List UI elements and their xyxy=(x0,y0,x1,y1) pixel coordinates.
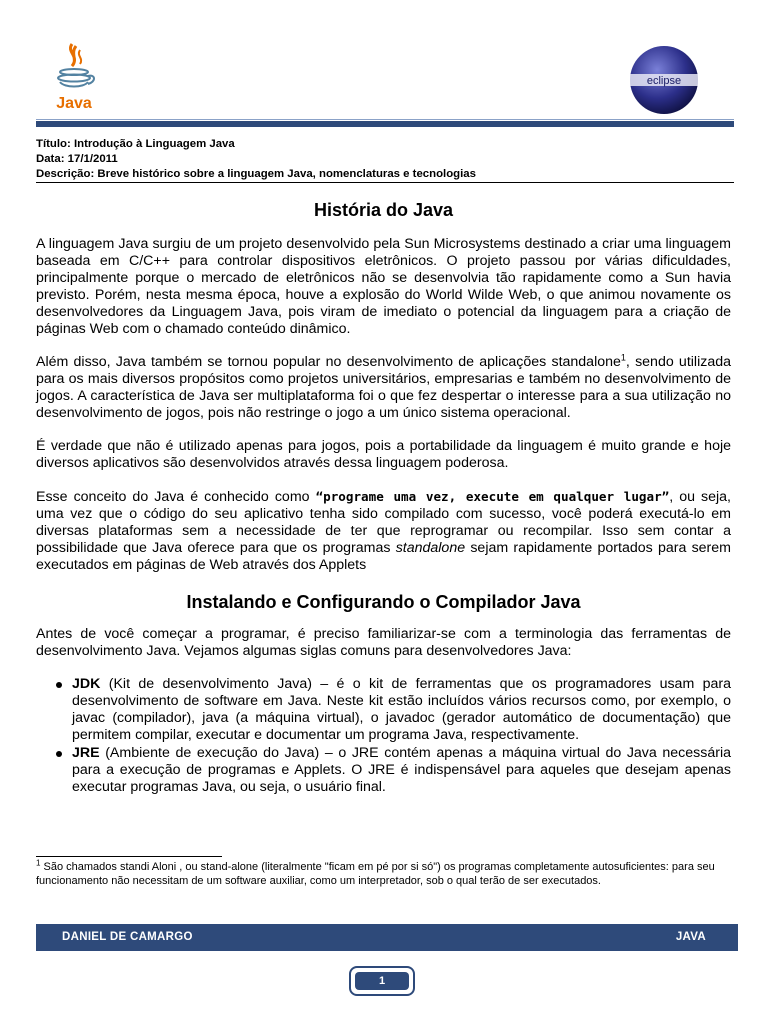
paragraph-3: É verdade que não é utilizado apenas para jogos, pois a portabilidade da linguagem é muito grande e hoje diversos aplicativos são desenvolvidos através dessa linguagem poderosa. xyxy=(36,438,731,471)
section-title-install: Instalando e Configurando o Compilador Java xyxy=(186,592,581,612)
footnote xyxy=(36,860,726,888)
slogan-quote: “programe uma vez, execute em qualquer lugar” xyxy=(315,489,670,504)
footer-author: DANIEL DE CAMARGO xyxy=(62,931,193,943)
page-number: 1 xyxy=(355,972,409,990)
java-logo xyxy=(36,38,112,114)
section-title-history: História do Java xyxy=(313,200,454,220)
footnote-text: São chamados standi Aloni , ou stand-alone (literalmente "ficam em pé por si só") os programas completamente autosuficientes: para seu funcionamento não necessitam de um software auxiliar, como um interpretador, sob o qual terão de ser executados. xyxy=(36,861,715,887)
paragraph-4 xyxy=(36,488,731,574)
meta-date: Data: 17/1/2011 xyxy=(36,153,118,165)
footer-bar xyxy=(36,924,738,951)
paragraph-4-end: sejam rapidamente portados para serem executados em páginas de Web através dos Applets xyxy=(36,540,731,573)
meta-divider xyxy=(36,182,734,183)
list-text: (Kit de desenvolvimento Java) – é o kit de ferramentas que os programadores usam para desenvolvimento de software em Java. Neste kit estão incluídos vários recursos como, por exemplo, o javac (compilador), java (a máquina virtual), o javadoc (gerador automático de documentação) que permitem compilar, executar e documentar um programa Java, respectivamente. xyxy=(72,676,731,743)
java-logo-text: Java xyxy=(56,95,92,112)
paragraph-2-start: Além disso, Java também se tornou popular no desenvolvimento de aplicações standalone xyxy=(36,354,621,370)
paragraph-1: A linguagem Java surgiu de um projeto desenvolvido pela Sun Microsystems destinado a criar uma linguagem baseada em C/C++ para controlar dispositivos eletrônicos. O projeto passou por várias dificuldades, principalmente porque o mercado de eletrônicos não se desenvolvia tão rapidamente como a Sun havia previsto. Porém, nesta mesma época, houve a explosão do World Wilde Web, o que animou novamente os desenvolvedores da Linguagem Java, pois viram de imediato o potencial da linguagem para a criação de páginas Web com o chamado conteúdo dinâmico. xyxy=(36,236,731,337)
page-number-box xyxy=(349,966,415,996)
footer-subject: JAVA xyxy=(675,931,706,943)
paragraph-2-end: , sendo utilizada para os mais diversos propósitos como projetos universitários, empresarias e também no desenvolvimento de jogos. A característica de Java ser multiplataforma foi o que fez despertar o interesse para a sua utilização no desenvolvimento de jogos, pois não restringe o jogo a um único sistema operacional. xyxy=(36,354,731,421)
bullet-icon xyxy=(56,682,62,688)
header-rule-thin xyxy=(36,119,734,120)
eclipse-logo-text: eclipse xyxy=(646,75,682,87)
paragraph-4-mid: , ou seja, uma vez que o código do seu aplicativo tenha sido compilado com sucesso, você poderá executá-lo em diversas plataformas sem a necessidade de ter que reprogramar ou recompilar. Isso sem contar a possibilidade que Java oferece para que os programas xyxy=(36,489,731,556)
list-item-jdk xyxy=(36,676,731,744)
footnote-mark: 1 xyxy=(36,858,41,868)
bullet-icon xyxy=(56,751,62,757)
paragraph-4-start: Esse conceito do Java é conhecido como xyxy=(36,489,316,505)
paragraph-install-intro: Antes de você começar a programar, é preciso familiarizar-se com a terminologia das ferramentas de desenvolvimento Java. Vejamos algumas siglas comuns para desenvolvedores Java: xyxy=(36,626,731,659)
list-term: JRE xyxy=(72,745,100,761)
document-meta xyxy=(36,137,736,182)
footnote-divider xyxy=(36,856,222,857)
eclipse-logo xyxy=(628,44,700,116)
header-rule xyxy=(36,121,734,127)
acronym-list xyxy=(36,676,731,796)
page-header xyxy=(0,0,768,130)
document-body xyxy=(36,198,731,797)
paragraph-2 xyxy=(36,354,731,422)
list-item-jre xyxy=(36,745,731,796)
meta-title: Título: Introdução à Linguagem Java xyxy=(36,138,235,150)
footnote-ref: 1 xyxy=(620,352,626,363)
list-text: (Ambiente de execução do Java) – o JRE contém apenas a máquina virtual do Java necessária para a execução de programas e Applets. O JRE é indispensável para aqueles que desejam apenas executar programas Java, ou seja, o usuário final. xyxy=(72,745,731,795)
list-term: JDK xyxy=(72,676,101,692)
meta-description: Descrição: Breve histórico sobre a linguagem Java, nomenclaturas e tecnologias xyxy=(36,168,476,180)
standalone-term: standalone xyxy=(395,540,466,556)
